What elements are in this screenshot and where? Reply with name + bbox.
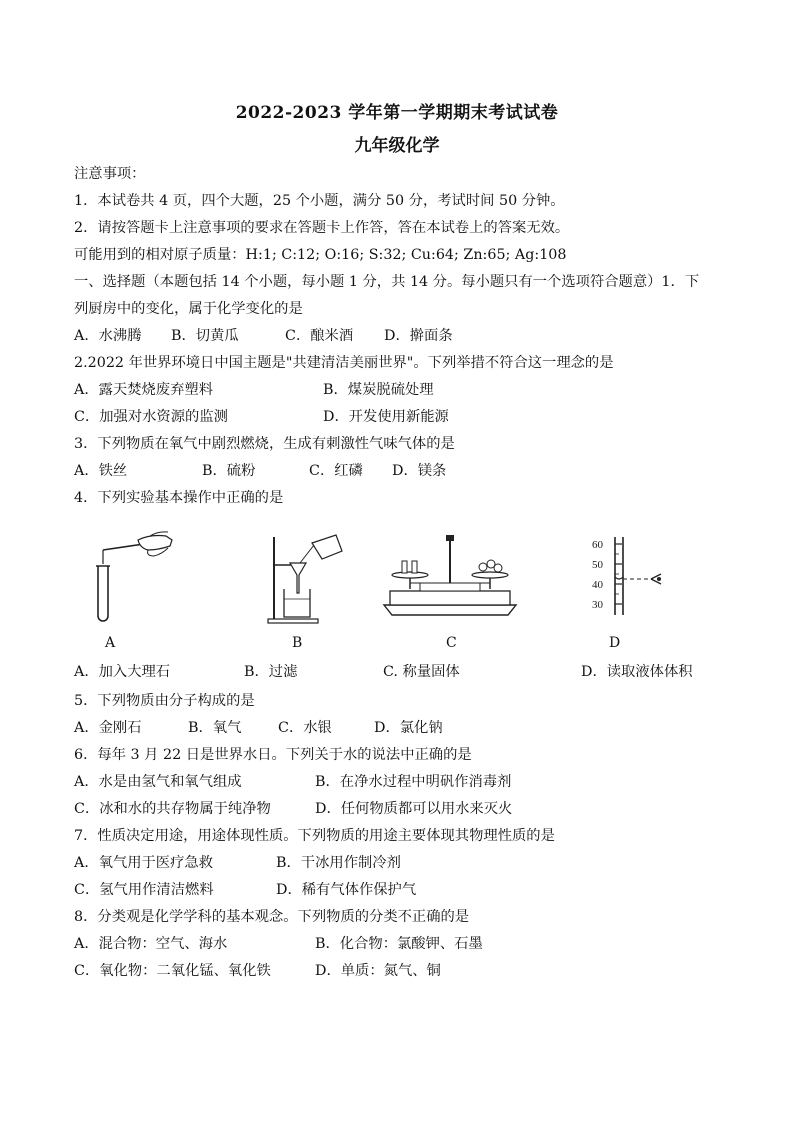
question-4-stem: 4．下列实验基本操作中正确的是 bbox=[74, 490, 284, 506]
q3-option-d: D．镁条 bbox=[392, 463, 447, 479]
notes-heading: 注意事项： bbox=[74, 166, 146, 182]
q7-option-b: B．干冰用作制冷剂 bbox=[276, 855, 401, 871]
q4-option-a: A．加入大理石 bbox=[74, 664, 171, 680]
q3-option-a: A．铁丝 bbox=[74, 463, 128, 479]
figure-d-cylinder bbox=[585, 533, 675, 615]
q2-option-a: A．露天焚烧废弃塑料 bbox=[74, 382, 213, 398]
q7-option-c: C．氢气用作清洁燃料 bbox=[74, 882, 214, 898]
question-1-stem: 列厨房中的变化，属于化学变化的是 bbox=[74, 301, 303, 317]
figure-a-add-solid bbox=[88, 528, 178, 628]
q6-option-b: B．在净水过程中明矾作消毒剂 bbox=[315, 774, 512, 790]
figure-label-d: D bbox=[609, 635, 621, 651]
exam-subtitle: 九年级化学 bbox=[354, 136, 440, 156]
section-intro: 一、选择题（本题包括 14 个小题，每小题 1 分，共 14 分。每小题只有一个选项符合题意）1．下 bbox=[74, 274, 700, 290]
q5-option-b: B．氧气 bbox=[188, 720, 242, 736]
q4-option-c: C. 称量固体 bbox=[383, 664, 460, 680]
figure-label-a: A bbox=[105, 635, 116, 651]
question-8-stem: 8．分类观是化学学科的基本观念。下列物质的分类不正确的是 bbox=[74, 909, 470, 925]
q7-option-d: D．稀有气体作保护气 bbox=[276, 882, 417, 898]
q1-option-d: D．擀面条 bbox=[384, 328, 453, 344]
q6-option-a: A．水是由氢气和氧气组成 bbox=[74, 774, 242, 790]
figure-b-filtration bbox=[262, 533, 354, 625]
cylinder-tick-40: 40 bbox=[592, 579, 603, 591]
figure-c-balance bbox=[380, 533, 520, 617]
question-5-stem: 5．下列物质由分子构成的是 bbox=[74, 693, 255, 709]
q8-option-d: D．单质：氮气、铜 bbox=[315, 963, 441, 979]
q3-option-b: B．硫粉 bbox=[202, 463, 256, 479]
q5-option-c: C．水银 bbox=[278, 720, 332, 736]
q5-option-a: A．金刚石 bbox=[74, 720, 142, 736]
question-2-stem: 2.2022 年世界环境日中国主题是"共建清洁美丽世界"。下列举措不符合这一理念的是 bbox=[74, 355, 614, 371]
question-7-stem: 7．性质决定用途，用途体现性质。下列物质的用途主要体现其物理性质的是 bbox=[74, 828, 555, 844]
q1-option-a: A．水沸腾 bbox=[74, 328, 142, 344]
q1-option-c: C．酿米酒 bbox=[285, 328, 354, 344]
q7-option-a: A．氧气用于医疗急救 bbox=[74, 855, 213, 871]
q1-option-b: B．切黄瓜 bbox=[171, 328, 239, 344]
q2-option-d: D．开发使用新能源 bbox=[323, 409, 449, 425]
q3-option-c: C．红磷 bbox=[309, 463, 363, 479]
q6-option-c: C．冰和水的共存物属于纯净物 bbox=[74, 801, 271, 817]
q2-option-c: C．加强对水资源的监测 bbox=[74, 409, 228, 425]
question-3-stem: 3．下列物质在氧气中剧烈燃烧，生成有刺激性气味气体的是 bbox=[74, 436, 455, 452]
q2-option-b: B．煤炭脱硫处理 bbox=[323, 382, 434, 398]
q6-option-d: D．任何物质都可以用水来灭火 bbox=[315, 801, 513, 817]
figure-label-b: B bbox=[292, 635, 303, 651]
q8-option-c: C．氧化物：二氧化锰、氧化铁 bbox=[74, 963, 271, 979]
figure-label-c: C bbox=[446, 635, 457, 651]
cylinder-tick-60: 60 bbox=[592, 539, 603, 551]
q4-option-b: B．过滤 bbox=[244, 664, 298, 680]
q8-option-a: A．混合物：空气、海水 bbox=[74, 936, 228, 952]
q4-option-d: D．读取液体体积 bbox=[581, 664, 693, 680]
q8-option-b: B．化合物：氯酸钾、石墨 bbox=[315, 936, 483, 952]
note-item: 1．本试卷共 4 页，四个大题，25 个小题，满分 50 分，考试时间 50 分钟。 bbox=[74, 193, 565, 209]
cylinder-tick-30: 30 bbox=[592, 599, 603, 611]
question-6-stem: 6．每年 3 月 22 日是世界水日。下列关于水的说法中正确的是 bbox=[74, 747, 472, 763]
q5-option-d: D．氯化钠 bbox=[374, 720, 443, 736]
atomic-masses: 可能用到的相对原子质量：H:1; C:12; O:16; S:32; Cu:64; Zn:65; Ag:108 bbox=[74, 247, 567, 263]
exam-title: 2022-2023 学年第一学期期末考试试卷 bbox=[235, 103, 559, 123]
cylinder-tick-50: 50 bbox=[592, 559, 603, 571]
note-item: 2．请按答题卡上注意事项的要求在答题卡上作答，答在本试卷上的答案无效。 bbox=[74, 220, 570, 236]
